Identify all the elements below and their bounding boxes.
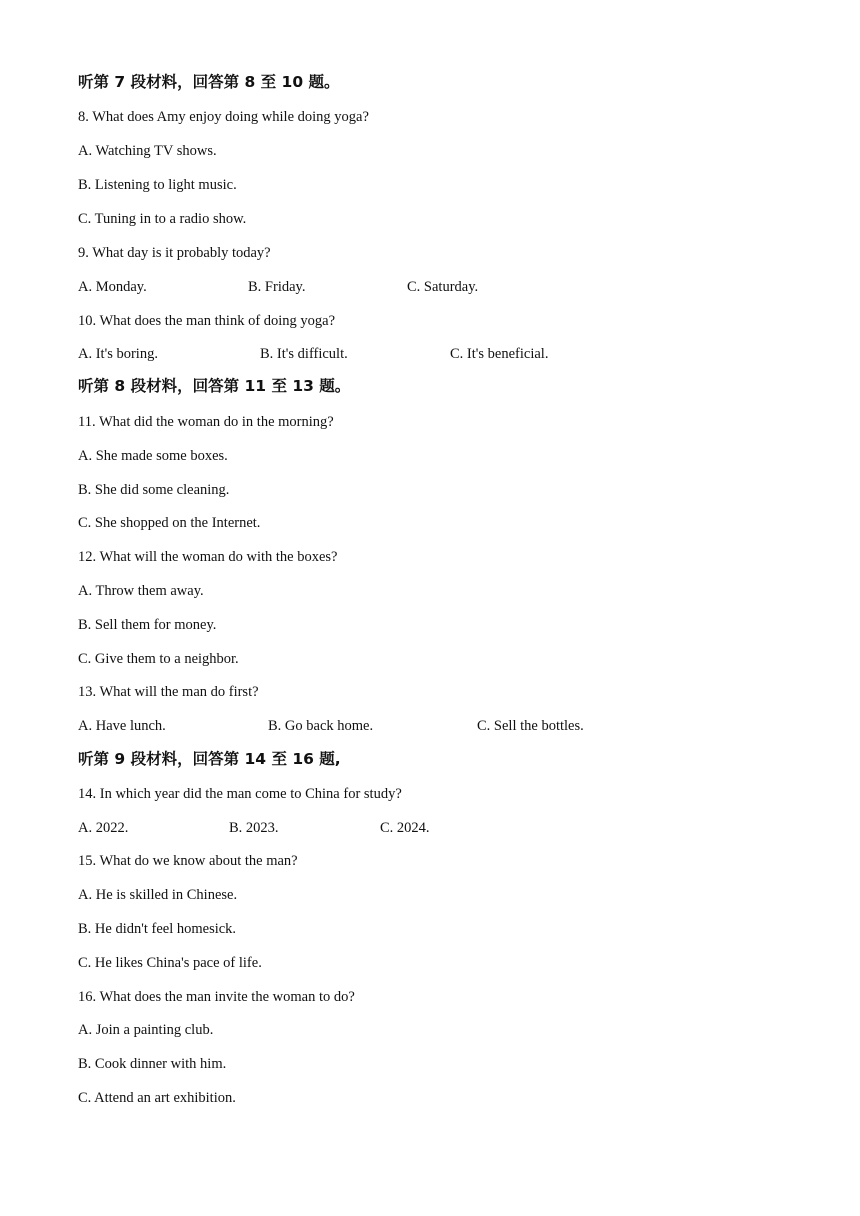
question-13-option-b: B. Go back home. <box>268 718 374 734</box>
question-9-option-a: A. Monday. <box>78 279 147 295</box>
question-13-option-a: A. Have lunch. <box>78 718 166 734</box>
question-12-option-c: C. Give them to a neighbor. <box>78 651 239 667</box>
section-heading-9: 听第 9 段材料，回答第 14 至 16 题, <box>78 750 341 768</box>
question-8-option-a: A. Watching TV shows. <box>78 143 217 159</box>
question-9-option-c: C. Saturday. <box>407 279 479 295</box>
question-16: 16. What does the man invite the woman to do? <box>78 989 355 1005</box>
question-10-option-a: A. It's boring. <box>78 346 158 362</box>
question-9-option-b: B. Friday. <box>248 279 306 295</box>
question-15-option-c: C. He likes China's pace of life. <box>78 955 262 971</box>
question-15-option-b: B. He didn't feel homesick. <box>78 921 237 937</box>
question-11-option-c: C. She shopped on the Internet. <box>78 515 261 531</box>
question-10-option-c: C. It's beneficial. <box>450 346 549 362</box>
section-heading-7: 听第 7 段材料，回答第 8 至 10 题。 <box>78 73 340 91</box>
question-11-option-a: A. She made some boxes. <box>78 448 228 464</box>
question-14-option-c: C. 2024. <box>380 820 430 836</box>
question-15-option-a: A. He is skilled in Chinese. <box>78 887 238 903</box>
question-11: 11. What did the woman do in the morning? <box>78 414 334 430</box>
question-16-option-a: A. Join a painting club. <box>78 1022 214 1038</box>
question-13-option-c: C. Sell the bottles. <box>477 718 584 734</box>
question-14-option-a: A. 2022. <box>78 820 129 836</box>
question-11-option-b: B. She did some cleaning. <box>78 482 230 498</box>
question-12: 12. What will the woman do with the boxes? <box>78 549 338 565</box>
question-16-option-b: B. Cook dinner with him. <box>78 1056 227 1072</box>
question-12-option-b: B. Sell them for money. <box>78 617 217 633</box>
question-16-option-c: C. Attend an art exhibition. <box>78 1090 236 1106</box>
question-10-option-b: B. It's difficult. <box>260 346 348 362</box>
question-8: 8. What does Amy enjoy doing while doing yoga? <box>78 109 369 125</box>
question-8-option-c: C. Tuning in to a radio show. <box>78 211 247 227</box>
question-8-option-b: B. Listening to light music. <box>78 177 237 193</box>
section-heading-8: 听第 8 段材料，回答第 11 至 13 题。 <box>78 377 351 395</box>
question-14-option-b: B. 2023. <box>229 820 279 836</box>
question-10: 10. What does the man think of doing yoga? <box>78 313 336 329</box>
question-15: 15. What do we know about the man? <box>78 853 298 869</box>
question-12-option-a: A. Throw them away. <box>78 583 204 599</box>
question-13: 13. What will the man do first? <box>78 684 259 700</box>
question-14: 14. In which year did the man come to China for study? <box>78 786 402 802</box>
question-9: 9. What day is it probably today? <box>78 245 271 261</box>
